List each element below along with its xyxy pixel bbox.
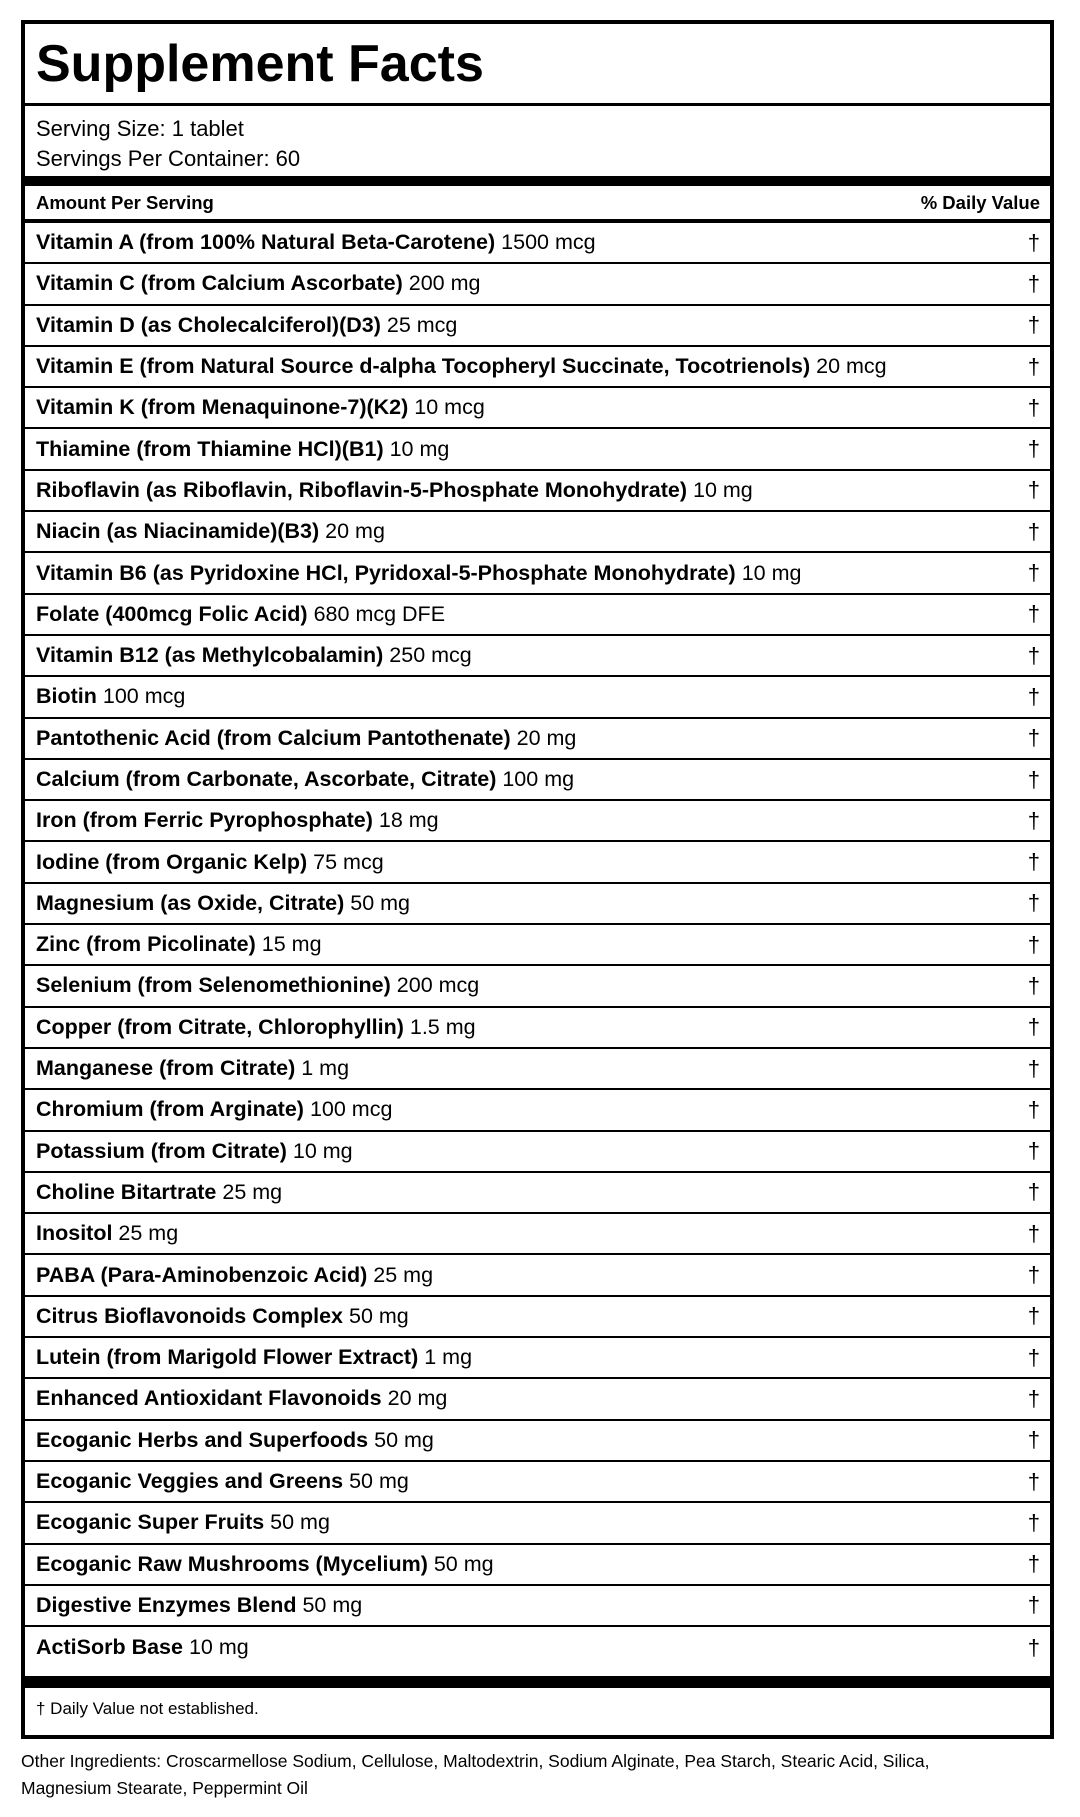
dagger-symbol: †: [1027, 642, 1040, 668]
nutrient-cell: [36, 1056, 349, 1081]
nutrient-name: Vitamin E (from Natural Source d-alpha Tocopheryl Succinate, Tocotrienols): [36, 354, 811, 379]
nutrient-amount: 680 mcg DFE: [313, 601, 446, 626]
nutrient-cell: [36, 271, 480, 296]
nutrient-cell: [36, 561, 801, 586]
dagger-symbol: †: [1027, 1468, 1040, 1494]
nutrient-cell: [36, 891, 410, 916]
nutrient-cell: [36, 478, 753, 503]
nutrient-cell: [36, 1097, 392, 1122]
nutrient-cell: [36, 1469, 409, 1494]
nutrient-cell: [36, 602, 445, 627]
nutrient-cell: [36, 1221, 178, 1246]
table-row: [25, 1090, 1050, 1131]
nutrient-name: Selenium (from Selenomethionine): [36, 973, 391, 998]
dagger-symbol: †: [1027, 890, 1040, 916]
nutrient-name: Vitamin D (as Cholecalciferol)(D3): [36, 312, 381, 337]
nutrient-amount: 25 mcg: [386, 312, 458, 337]
dagger-symbol: †: [1027, 807, 1040, 833]
nutrient-cell: [36, 1635, 249, 1660]
dagger-symbol: †: [1027, 312, 1040, 338]
dagger-symbol: †: [1027, 1303, 1040, 1329]
table-row: [25, 1132, 1050, 1173]
dagger-symbol: †: [1027, 436, 1040, 462]
nutrient-name: Ecoganic Veggies and Greens: [36, 1469, 344, 1494]
dagger-symbol: †: [1027, 477, 1040, 503]
nutrient-name: Potassium (from Citrate): [36, 1138, 287, 1163]
dagger-symbol: †: [1027, 1592, 1040, 1618]
dagger-symbol: †: [1027, 270, 1040, 296]
nutrient-cell: [36, 313, 457, 338]
nutrient-name: Manganese (from Citrate): [36, 1056, 296, 1081]
table-row: [25, 1503, 1050, 1544]
nutrient-amount: 50 mg: [349, 1303, 409, 1328]
dagger-symbol: †: [1027, 1385, 1040, 1411]
table-row: [25, 1049, 1050, 1090]
nutrient-name: Ecoganic Raw Mushrooms (Mycelium): [36, 1551, 428, 1576]
daily-value-footnote: † Daily Value not established.: [36, 1699, 259, 1719]
table-row: [25, 512, 1050, 553]
nutrient-name: Calcium (from Carbonate, Ascorbate, Citrate): [36, 767, 497, 791]
dagger-symbol: †: [1027, 1138, 1040, 1164]
nutrient-amount: 10 mg: [188, 1635, 249, 1660]
nutrient-cell: [36, 767, 574, 792]
table-row: [25, 1008, 1050, 1049]
table-row: [25, 223, 1050, 264]
bottom-divider: [25, 1676, 1050, 1688]
table-row: [25, 595, 1050, 636]
dagger-symbol: †: [1027, 1344, 1040, 1370]
nutrient-amount: 50 mg: [374, 1427, 434, 1452]
nutrient-name: Copper (from Citrate, Chlorophyllin): [36, 1014, 404, 1039]
supplement-facts-panel: [21, 20, 1054, 1739]
nutrient-name: Chromium (from Arginate): [36, 1097, 304, 1122]
nutrient-name: Vitamin B6 (as Pyridoxine HCl, Pyridoxal-5-Phosphate Monohydrate): [36, 560, 736, 585]
dagger-symbol: †: [1027, 394, 1040, 420]
nutrient-name: Thiamine (from Thiamine HCl)(B1): [36, 436, 384, 461]
dagger-symbol: †: [1027, 229, 1040, 255]
nutrient-amount: 25 mg: [222, 1179, 283, 1204]
nutrient-cell: [36, 437, 449, 462]
nutrient-amount: 100 mg: [502, 767, 575, 791]
table-row: [25, 471, 1050, 512]
nutrient-amount: 1 mg: [301, 1056, 350, 1081]
nutrient-cell: [36, 808, 439, 833]
nutrient-amount: 15 mg: [261, 932, 322, 957]
nutrient-cell: [36, 684, 185, 709]
panel-title: Supplement Facts: [25, 24, 1050, 106]
nutrient-name: Riboflavin (as Riboflavin, Riboflavin-5-Phosphate Monohydrate): [36, 477, 688, 502]
nutrient-amount: 200 mcg: [396, 973, 480, 998]
nutrient-name: Ecoganic Super Fruits: [36, 1510, 265, 1535]
dagger-symbol: †: [1027, 683, 1040, 709]
nutrient-name: Vitamin B12 (as Methylcobalamin): [36, 643, 384, 668]
serving-size: Serving Size: 1 tablet: [36, 116, 244, 141]
nutrient-name: Vitamin K (from Menaquinone-7)(K2): [36, 395, 409, 420]
dagger-symbol: †: [1027, 931, 1040, 957]
nutrient-amount: 10 mg: [389, 436, 450, 461]
dagger-symbol: †: [1027, 1096, 1040, 1122]
table-row: [25, 1214, 1050, 1255]
nutrient-amount: 1.5 mg: [409, 1014, 476, 1039]
dagger-symbol: †: [1027, 1551, 1040, 1577]
table-row: [25, 760, 1050, 801]
dagger-symbol: †: [1027, 766, 1040, 792]
table-row: [25, 264, 1050, 305]
amount-per-serving-header: Amount Per Serving: [36, 191, 214, 213]
nutrient-amount: 20 mg: [516, 725, 577, 750]
nutrient-name: PABA (Para-Aminobenzoic Acid): [36, 1262, 368, 1287]
nutrient-name: Niacin (as Niacinamide)(B3): [36, 519, 320, 544]
nutrient-cell: [36, 1304, 409, 1329]
nutrient-cell: [36, 932, 322, 957]
nutrient-name: Choline Bitartrate: [36, 1179, 217, 1204]
nutrient-cell: [36, 1593, 362, 1618]
nutrient-amount: 50 mg: [302, 1592, 363, 1617]
dagger-symbol: †: [1027, 560, 1040, 586]
serving-info: [25, 106, 1050, 186]
table-row: [25, 388, 1050, 429]
servings-per-container: Servings Per Container: 60: [36, 146, 301, 171]
nutrient-amount: 20 mg: [387, 1386, 448, 1411]
nutrient-cell: [36, 973, 479, 998]
table-row: [25, 801, 1050, 842]
nutrient-cell: [36, 1428, 434, 1453]
table-row: [25, 306, 1050, 347]
table-row: [25, 636, 1050, 677]
dagger-symbol: †: [1027, 972, 1040, 998]
other-ingredients-line: Magnesium Stearate, Peppermint Oil: [21, 1778, 308, 1798]
dagger-symbol: †: [1027, 601, 1040, 627]
nutrient-name: Vitamin A (from 100% Natural Beta-Carotene): [36, 230, 496, 255]
nutrient-amount: 50 mg: [350, 890, 410, 915]
nutrient-name: Ecoganic Herbs and Superfoods: [36, 1427, 369, 1452]
nutrient-cell: [36, 1139, 353, 1164]
nutrient-name: Iron (from Ferric Pyrophosphate): [36, 808, 373, 833]
nutrient-amount: 10 mg: [741, 560, 802, 585]
table-row: [25, 553, 1050, 594]
nutrient-amount: 20 mg: [325, 519, 385, 544]
table-row: [25, 1255, 1050, 1296]
nutrient-cell: [36, 1015, 476, 1040]
nutrient-cell: [36, 1386, 447, 1411]
nutrient-cell: [36, 1180, 282, 1205]
table-row: [25, 925, 1050, 966]
table-row: [25, 1173, 1050, 1214]
table-row: [25, 1338, 1050, 1379]
nutrient-cell: [36, 726, 576, 751]
nutrient-cell: [36, 1552, 494, 1577]
table-row: [25, 1462, 1050, 1503]
dagger-symbol: †: [1027, 1179, 1040, 1205]
nutrient-amount: 1500 mcg: [501, 230, 596, 255]
nutrient-name: Magnesium (as Oxide, Citrate): [36, 890, 345, 915]
nutrient-amount: 50 mg: [270, 1510, 330, 1535]
nutrient-cell: [36, 395, 485, 420]
table-row: [25, 884, 1050, 925]
nutrient-name: ActiSorb Base: [36, 1635, 183, 1660]
nutrient-cell: [36, 354, 887, 379]
nutrient-cell: [36, 1510, 330, 1535]
nutrient-amount: 250 mcg: [389, 643, 472, 668]
nutrient-rows: [25, 223, 1050, 1668]
nutrient-amount: 200 mg: [408, 271, 481, 296]
table-row: [25, 677, 1050, 718]
nutrient-name: Inositol: [36, 1221, 113, 1246]
nutrient-name: Zinc (from Picolinate): [36, 932, 256, 957]
dagger-symbol: †: [1027, 518, 1040, 544]
dagger-symbol: †: [1027, 1262, 1040, 1288]
nutrient-name: Citrus Bioflavonoids Complex: [36, 1303, 344, 1328]
table-header: [25, 186, 1050, 223]
table-row: [25, 429, 1050, 470]
other-ingredients-line: Other Ingredients: Croscarmellose Sodium, Cellulose, Maltodextrin, Sodium Alginate, Pea Starch, Stearic Acid, Silica,: [21, 1751, 930, 1771]
nutrient-name: Enhanced Antioxidant Flavonoids: [36, 1386, 382, 1411]
nutrient-amount: 50 mg: [349, 1469, 409, 1494]
dagger-symbol: †: [1027, 1220, 1040, 1246]
nutrient-name: Iodine (from Organic Kelp): [36, 849, 308, 874]
nutrient-name: Folate (400mcg Folic Acid): [36, 601, 308, 626]
table-row: [25, 1379, 1050, 1420]
table-row: [25, 966, 1050, 1007]
nutrient-name: Pantothenic Acid (from Calcium Pantothenate): [36, 725, 511, 750]
dagger-symbol: †: [1027, 1634, 1040, 1660]
table-row: [25, 347, 1050, 388]
nutrient-amount: 10 mcg: [414, 395, 485, 420]
nutrient-name: Vitamin C (from Calcium Ascorbate): [36, 271, 403, 296]
nutrient-cell: [36, 850, 384, 875]
dagger-symbol: †: [1027, 849, 1040, 875]
table-row: [25, 719, 1050, 760]
table-row: [25, 1421, 1050, 1462]
dagger-symbol: †: [1027, 725, 1040, 751]
nutrient-amount: 20 mcg: [816, 354, 887, 379]
nutrient-amount: 10 mg: [292, 1138, 353, 1163]
nutrient-name: Biotin: [36, 684, 97, 709]
nutrient-cell: [36, 519, 385, 544]
dagger-symbol: †: [1027, 1055, 1040, 1081]
nutrient-amount: 18 mg: [378, 808, 439, 833]
table-row: [25, 1545, 1050, 1586]
other-ingredients: [21, 1748, 1061, 1802]
nutrient-amount: 100 mcg: [102, 684, 186, 709]
nutrient-cell: [36, 1263, 433, 1288]
nutrient-amount: 25 mg: [118, 1221, 179, 1246]
table-row: [25, 1297, 1050, 1338]
nutrient-amount: 100 mcg: [309, 1097, 393, 1122]
table-row: [25, 1586, 1050, 1627]
nutrient-amount: 10 mg: [693, 477, 753, 502]
dagger-symbol: †: [1027, 353, 1040, 379]
nutrient-cell: [36, 230, 596, 255]
nutrient-amount: 1 mg: [424, 1345, 473, 1370]
dagger-symbol: †: [1027, 1509, 1040, 1535]
dagger-symbol: †: [1027, 1427, 1040, 1453]
nutrient-cell: [36, 643, 472, 668]
nutrient-amount: 75 mcg: [313, 849, 384, 874]
nutrient-name: Lutein (from Marigold Flower Extract): [36, 1345, 419, 1370]
table-row: [25, 1627, 1050, 1668]
dagger-symbol: †: [1027, 1014, 1040, 1040]
table-row: [25, 842, 1050, 883]
nutrient-amount: 25 mg: [373, 1262, 434, 1287]
nutrient-amount: 50 mg: [433, 1551, 494, 1576]
nutrient-cell: [36, 1345, 472, 1370]
nutrient-name: Digestive Enzymes Blend: [36, 1592, 297, 1617]
daily-value-header: % Daily Value: [920, 191, 1040, 213]
